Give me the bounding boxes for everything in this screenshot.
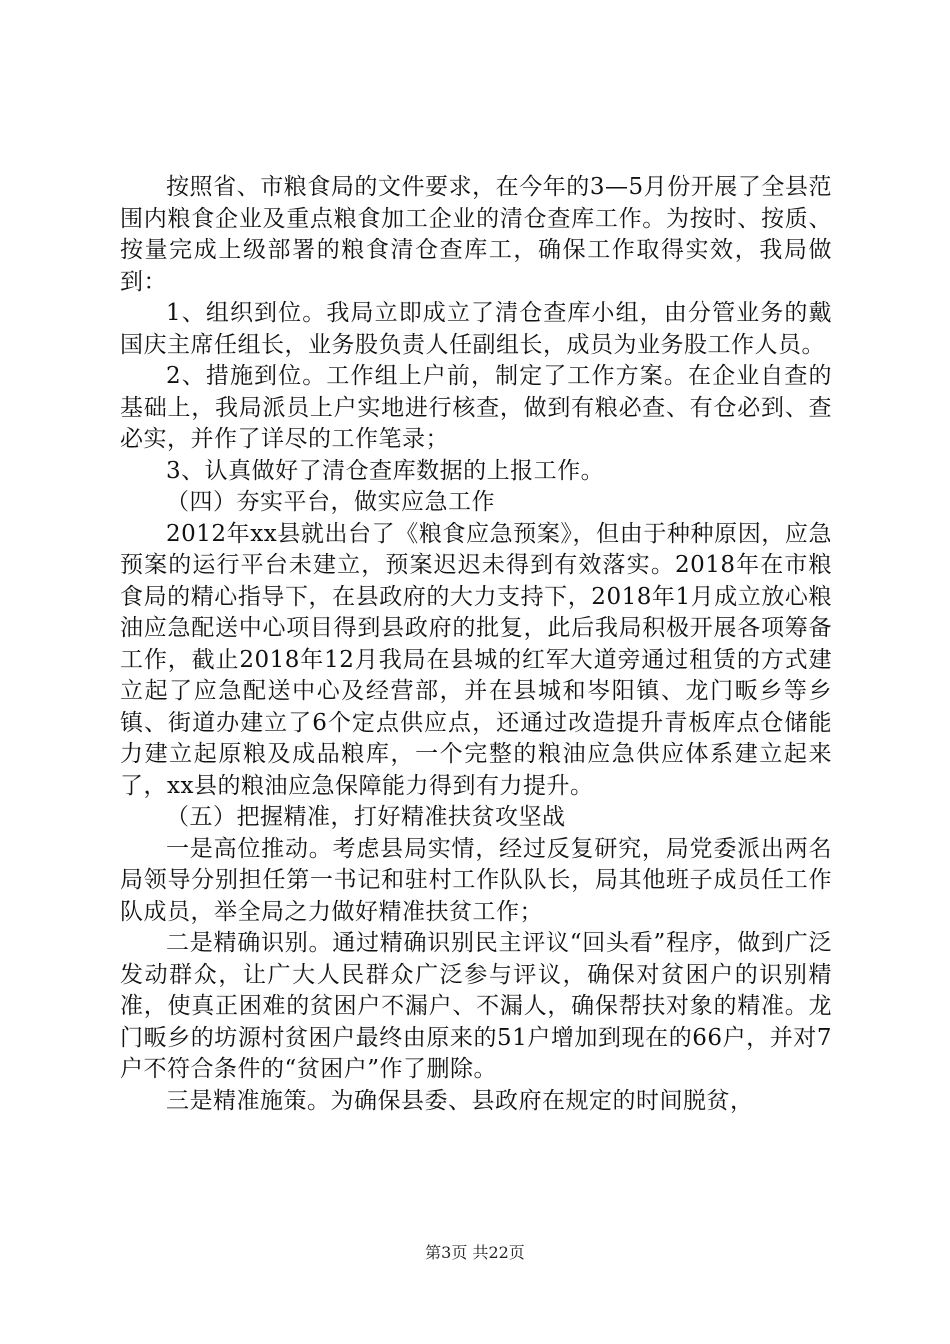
section-heading: （四）夯实平台，做实应急工作: [166, 489, 495, 515]
paragraph: 3、认真做好了清仓查库数据的上报工作。: [166, 457, 605, 484]
paragraph: 二是精确识别。通过精确识别民主评议“回头看”程序，做到广泛发动群众，让广大人民群众广泛参与评议，确保对贫困户的识别精准，使真正困难的贫困户不漏户、不漏人，确保帮扶对象的精准。龙门畈乡的坊源村贫困户最终由原来的51户增加到现在的66户，并对7户不符合条件的“贫困户”作了删除。: [120, 930, 832, 1082]
paragraph: 2、措施到位。工作组上户前，制定了工作方案。在企业自查的基础上，我局派员上户实地进行核查，做到有粮必查、有仓必到、查必实，并作了详尽的工作笔录；: [120, 363, 832, 452]
paragraph: 2012年xx县就出台了《粮食应急预案》，但由于种种原因，应急预案的运行平台未建立，预案迟迟未得到有效落实。2018年在市粮食局的精心指导下，在县政府的大力支持下，2018年1月成立放心粮油应急配送中心项目得到县政府的批复，此后我局积极开展各项筹备工作，截止2018年12月我局在县城的红军大道旁通过租赁的方式建立起了应急配送中心及经营部，并在县城和岑阳镇、龙门畈乡等乡镇、街道办建立了6个定点供应点，还通过改造提升青板库点仓储能力建立起原粮及成品粮库，一个完整的粮油应急供应体系建立起来了，xx县的粮油应急保障能力得到有力提升。: [120, 520, 832, 799]
paragraph: 一是高位推动。考虑县局实情，经过反复研究，局党委派出两名局领导分别担任第一书记和驻村工作队队长，局其他班子成员任工作队成员，举全局之力做好精准扶贫工作；: [120, 835, 832, 925]
document-body: [120, 172, 832, 1117]
paragraph: 三是精准施策。为确保县委、县政府在规定的时间脱贫，: [166, 1087, 754, 1114]
section-heading: （五）把握精准，打好精准扶贫攻坚战: [166, 804, 566, 830]
paragraph: 按照省、市粮食局的文件要求，在今年的3—5月份开展了全县范围内粮食企业及重点粮食加工企业的清仓查库工作。为按时、按质、按量完成上级部署的粮食清仓查库工，确保工作取得实效，我局做到：: [120, 174, 832, 295]
page-number-footer: 第3页 共22页: [425, 1243, 525, 1262]
paragraph: 1、组织到位。我局立即成立了清仓查库小组，由分管业务的戴国庆主席任组长，业务股负责人任副组长，成员为业务股工作人员。: [120, 300, 832, 358]
